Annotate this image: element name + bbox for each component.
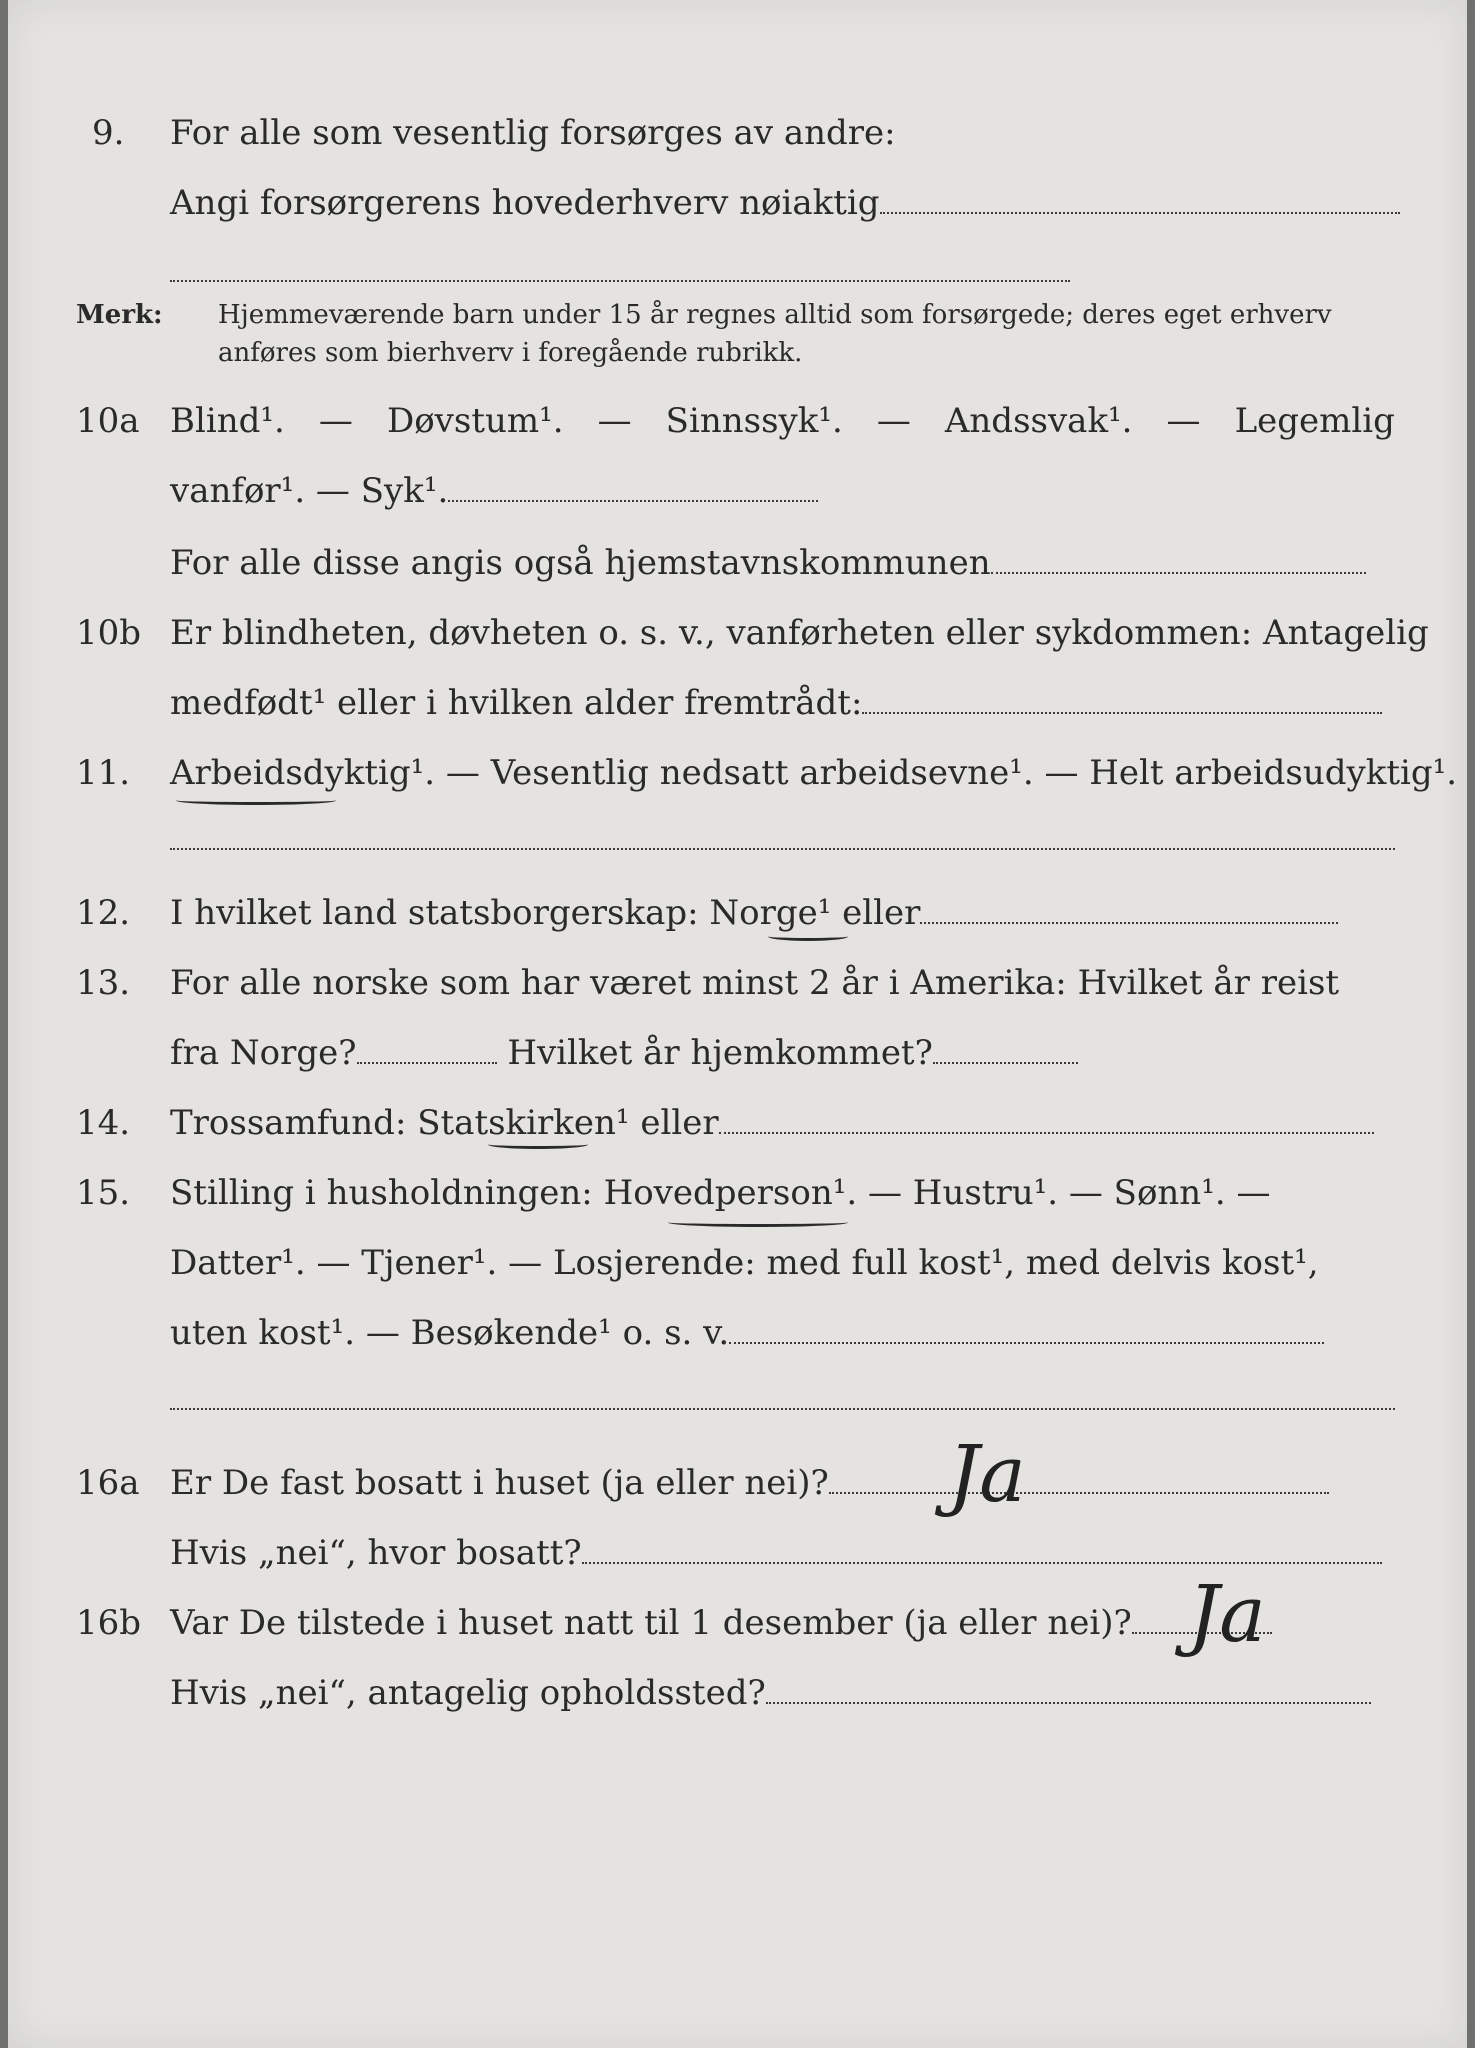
q16b-location-field[interactable] (766, 1698, 1371, 1704)
q12-answer-field[interactable] (920, 918, 1338, 924)
q11-line1: Arbeidsdyktig¹. — Vesentlig nedsatt arbeidsevne¹. — Helt arbeidsudyktig¹. (170, 753, 1458, 793)
q14-line1: Trossamfund: Statskirken¹ eller (170, 1106, 1374, 1140)
q14-handwritten-underline (488, 1140, 588, 1149)
option-sinnssyk[interactable]: Sinnssyk¹. (665, 401, 843, 441)
q10b-line2: medfødt¹ eller i hvilken alder fremtrådt: (170, 686, 1382, 720)
q16a-number: 16a (76, 1463, 140, 1503)
q10a-line2: vanfør¹. — Syk¹. (170, 474, 818, 508)
census-form-page (8, 0, 1467, 2048)
q10a-answer-field[interactable] (448, 496, 818, 502)
q10a-line3: For alle disse angis også hjemstavnskommunen (170, 546, 1366, 580)
q16b-line1: Var De tilstede i huset natt til 1 desember (ja eller nei)? (170, 1606, 1272, 1640)
note-label: Merk: (76, 300, 163, 330)
q12-line1: I hvilket land statsborgerskap: Norge¹ eller (170, 896, 1338, 930)
option-andssvak[interactable]: Andssvak¹. (944, 401, 1133, 441)
q15-line3: uten kost¹. — Besøkende¹ o. s. v. (170, 1316, 1324, 1350)
q13-number: 13. (76, 963, 131, 1003)
q9-line2 (170, 183, 1400, 223)
q9-line2-text: Angi forsørgerens hovederhverv nøiaktig (170, 183, 880, 223)
q13-line1: For alle norske som har været minst 2 år i Amerika: Hvilket år reist (170, 963, 1340, 1003)
note-line1: Hjemmeværende barn under 15 år regnes alltid som forsørgede; deres eget erhverv (218, 300, 1332, 330)
q15-line2: Datter¹. — Tjener¹. — Losjerende: med full kost¹, med delvis kost¹, (170, 1243, 1319, 1283)
q15-answer-line2[interactable] (170, 1408, 1395, 1410)
q15-handwritten-underline (668, 1218, 848, 1227)
q9-answer-field[interactable] (880, 208, 1400, 214)
option-dovstum[interactable]: Døvstum¹. (386, 401, 564, 441)
q14-number: 14. (76, 1103, 131, 1143)
note-line2: anføres som bierhverv i foregående rubrikk. (218, 338, 803, 368)
q16a-line2: Hvis „nei“, hvor bosatt? (170, 1536, 1382, 1570)
q9-answer-line2[interactable] (170, 280, 1070, 282)
q16b-number: 16b (76, 1603, 142, 1643)
q9-line1: For alle som vesentlig forsørges av andre: (170, 113, 896, 153)
q10b-number: 10b (76, 613, 142, 653)
q12-number: 12. (76, 893, 131, 933)
q10a-municipality-field[interactable] (991, 568, 1366, 574)
q16a-line1: Er De fast bosatt i huset (ja eller nei)? (170, 1466, 1329, 1500)
q11-number: 11. (76, 753, 131, 793)
q15-line1: Stilling i husholdningen: Hovedperson¹. — Hustru¹. — Sønn¹. — (170, 1173, 1271, 1213)
q11-handwritten-underline (176, 796, 336, 805)
q16a-residence-field[interactable] (582, 1558, 1382, 1564)
q15-number: 15. (76, 1173, 131, 1213)
q16b-handwritten-answer: Ja (1188, 1570, 1266, 1660)
option-legemlig[interactable]: Legemlig (1234, 401, 1395, 441)
q16b-line2: Hvis „nei“, antagelig opholdssted? (170, 1676, 1371, 1710)
option-blind[interactable]: Blind¹. (170, 401, 285, 441)
q13-year-returned-field[interactable] (933, 1058, 1078, 1064)
q10b-answer-field[interactable] (862, 708, 1382, 714)
q14-answer-field[interactable] (719, 1128, 1374, 1134)
q16a-answer-field[interactable] (829, 1488, 1329, 1494)
q12-handwritten-underline (768, 932, 848, 941)
q15-answer-field[interactable] (729, 1338, 1324, 1344)
q10b-line1: Er blindheten, døvheten o. s. v., vanførheten eller sykdommen: Antagelig (170, 613, 1429, 653)
q13-line2: fra Norge? Hvilket år hjemkommet? (170, 1036, 1078, 1070)
q11-answer-line[interactable] (170, 848, 1395, 850)
q16a-handwritten-answer: Ja (948, 1430, 1026, 1520)
q13-year-left-field[interactable] (357, 1058, 497, 1064)
q10a-line1: Blind¹. — Døvstum¹. — Sinnssyk¹. — Andssvak¹. — Legemlig (170, 401, 1395, 441)
q10a-number: 10a (76, 401, 140, 441)
q9-number: 9. (92, 113, 125, 153)
